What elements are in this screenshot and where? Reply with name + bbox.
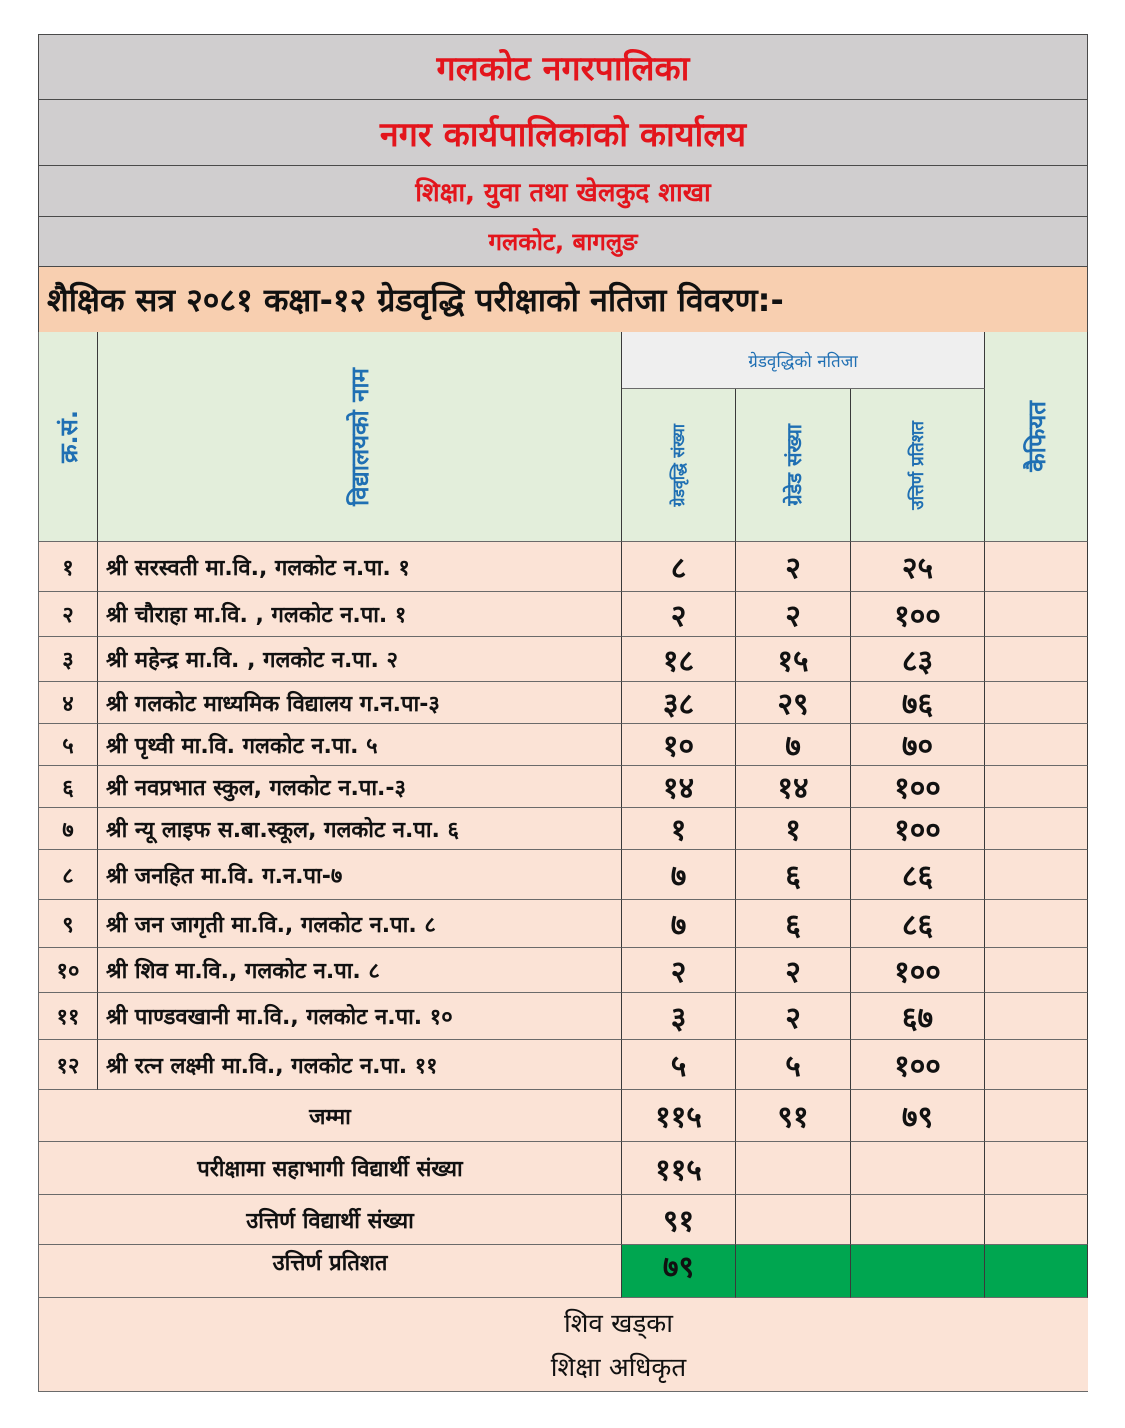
row-graded-count-text: १ <box>785 813 801 848</box>
row-pass-percent-text: ८३ <box>901 643 934 679</box>
row-serial-text: ८ <box>62 863 74 889</box>
passed-label <box>38 1195 622 1245</box>
row-graded-count <box>736 1040 851 1090</box>
column-header-pass-percent <box>851 389 985 542</box>
row-school-name-text: श्री गलकोट माध्यमिक विद्यालय ग.न.पा-३ <box>106 691 440 717</box>
row-serial-text: ११ <box>56 1005 80 1030</box>
row-school-name-text: श्री नवप्रभात स्कुल, गलकोट न.पा.-३ <box>106 775 406 801</box>
passed-label-text: उत्तिर्ण विद्यार्थी संख्या <box>246 1208 414 1234</box>
row-pass-percent-text: ७६ <box>901 687 934 722</box>
row-serial <box>38 724 98 766</box>
row-school-name-text: श्री जन जागृती मा.वि., गलकोट न.पा. ८ <box>106 912 436 938</box>
row-school-name <box>98 682 622 724</box>
row-serial-text: १ <box>62 555 74 581</box>
column-group-header-text: ग्रेडवृद्धिको नतिजा <box>748 351 858 372</box>
row-pass-percent <box>851 850 985 900</box>
participants-value-text: ११५ <box>655 1152 702 1188</box>
row-graded-count <box>736 542 851 592</box>
row-school-name-text: श्री सरस्वती मा.वि., गलकोट न.पा. १ <box>106 555 410 581</box>
total-label <box>38 1090 622 1142</box>
row-gradeup-count <box>622 900 736 948</box>
participants-label-text: परीक्षामा सहाभागी विद्यार्थी संख्या <box>197 1157 463 1182</box>
row-school-name-text: श्री न्यू लाइफ स.बा.स्कूल, गलकोट न.पा. ६ <box>106 817 459 843</box>
row-school-name-text: श्री रत्न लक्ष्मी मा.वि., गलकोट न.पा. ११ <box>106 1053 438 1079</box>
highlight-cell <box>985 1245 1088 1298</box>
row-remarks <box>985 993 1088 1040</box>
row-gradeup-count <box>622 948 736 993</box>
row-graded-count <box>736 682 851 724</box>
row-serial <box>38 948 98 993</box>
row-serial <box>38 900 98 948</box>
row-serial-text: ३ <box>62 648 74 673</box>
row-serial-text: ४ <box>62 691 74 717</box>
row-school-name-text: श्री चौराहा मा.वि. , गलकोट न.पा. १ <box>106 603 407 628</box>
row-school-name-text: श्री पाण्डवखानी मा.वि., गलकोट न.पा. १० <box>106 1005 453 1030</box>
row-serial-text: ७ <box>62 817 74 843</box>
row-remarks <box>985 948 1088 993</box>
total-remarks <box>985 1090 1088 1142</box>
signature-block <box>38 1298 1088 1392</box>
total-percent-text: ७९ <box>901 1100 934 1135</box>
row-gradeup-count-text: ८ <box>670 551 687 586</box>
row-serial <box>38 850 98 900</box>
row-school-name <box>98 542 622 592</box>
row-serial-text: ९ <box>62 912 74 938</box>
empty-cell <box>985 1195 1088 1245</box>
row-graded-count <box>736 948 851 993</box>
row-pass-percent-text: ८६ <box>901 908 934 943</box>
row-school-name <box>98 850 622 900</box>
row-pass-percent <box>851 900 985 948</box>
pass-percent-label <box>38 1245 622 1298</box>
row-graded-count <box>736 900 851 948</box>
row-gradeup-count <box>622 724 736 766</box>
row-graded-count-text: १४ <box>777 771 809 806</box>
row-gradeup-count <box>622 993 736 1040</box>
row-graded-count <box>736 637 851 682</box>
column-header-gradeup-count <box>622 389 736 542</box>
row-gradeup-count <box>622 637 736 682</box>
row-serial-text: २ <box>62 603 74 628</box>
passed-value-text: ९१ <box>662 1204 695 1239</box>
row-pass-percent-text: १०० <box>894 954 941 990</box>
row-pass-percent-text: १०० <box>894 813 941 848</box>
column-header-serial-text: क्र.सं. <box>54 410 83 463</box>
row-school-name-text: श्री महेन्द्र मा.वि. , गलकोट न.पा. २ <box>106 648 398 673</box>
row-graded-count <box>736 766 851 808</box>
row-graded-count <box>736 724 851 766</box>
total-graded-text: ९१ <box>777 1100 809 1135</box>
row-serial-text: ५ <box>62 733 74 759</box>
row-remarks <box>985 766 1088 808</box>
column-header-graded-count-text: ग्रेडेड संख्या <box>781 424 806 506</box>
column-header-school <box>98 332 622 542</box>
signatory-name: शिव खड्का <box>563 1309 673 1339</box>
row-graded-count <box>736 850 851 900</box>
row-remarks <box>985 682 1088 724</box>
column-header-remarks <box>985 332 1088 542</box>
row-graded-count-text: ५ <box>785 1049 801 1084</box>
row-graded-count-text: २ <box>785 598 801 634</box>
column-group-header <box>622 332 985 389</box>
row-remarks <box>985 900 1088 948</box>
row-graded-count <box>736 993 851 1040</box>
row-pass-percent <box>851 637 985 682</box>
column-header-graded-count <box>736 389 851 542</box>
row-school-name <box>98 637 622 682</box>
column-header-remarks-text: कैफियत <box>1022 401 1051 472</box>
row-school-name-text: श्री शिव मा.वि., गलकोट न.पा. ८ <box>106 959 380 984</box>
total-gradeup-text: ११५ <box>655 1100 702 1135</box>
municipality-name: गलकोट नगरपालिका <box>38 34 1088 99</box>
total-label-text: जम्मा <box>309 1104 351 1130</box>
passed-value <box>622 1195 736 1245</box>
row-school-name <box>98 808 622 850</box>
row-gradeup-count-text: २ <box>670 598 687 634</box>
row-graded-count-text: ६ <box>785 908 801 943</box>
highlight-cell <box>736 1245 851 1298</box>
column-header-serial <box>38 332 98 542</box>
pass-percent-label-text: उत्तिर्ण प्रतिशत <box>272 1251 388 1276</box>
row-school-name <box>98 948 622 993</box>
column-header-school-text: विद्यालयको नाम <box>346 367 374 506</box>
signatory-designation: शिक्षा अधिकृत <box>550 1353 687 1383</box>
row-pass-percent <box>851 808 985 850</box>
row-pass-percent-text: ७० <box>901 729 934 764</box>
row-graded-count-text: २ <box>785 954 801 990</box>
row-pass-percent <box>851 993 985 1040</box>
page-title: शैक्षिक सत्र २०८१ कक्षा-१२ ग्रेडवृद्धि परीक्षाको नतिजा विवरण:- <box>38 266 1088 332</box>
row-remarks <box>985 592 1088 637</box>
row-pass-percent <box>851 948 985 993</box>
row-gradeup-count <box>622 542 736 592</box>
row-serial-text: ६ <box>62 775 74 801</box>
row-remarks <box>985 542 1088 592</box>
row-graded-count-text: २ <box>785 551 801 586</box>
empty-cell <box>985 1142 1088 1195</box>
row-remarks <box>985 850 1088 900</box>
row-graded-count-text: ७ <box>785 729 801 764</box>
row-serial <box>38 1040 98 1090</box>
row-remarks <box>985 724 1088 766</box>
row-gradeup-count <box>622 766 736 808</box>
row-pass-percent-text: १०० <box>894 598 941 634</box>
row-school-name <box>98 1040 622 1090</box>
row-pass-percent <box>851 542 985 592</box>
row-graded-count-text: १५ <box>777 643 809 679</box>
row-remarks <box>985 637 1088 682</box>
office-name: नगर कार्यपालिकाको कार्यालय <box>38 99 1088 165</box>
pass-percent-value-text: ७९ <box>662 1250 695 1285</box>
row-serial <box>38 808 98 850</box>
row-gradeup-count-text: ७ <box>670 908 687 943</box>
row-pass-percent-text: २५ <box>901 551 934 586</box>
row-graded-count-text: २ <box>785 1000 801 1036</box>
column-header-pass-percent-text: उत्तिर्ण प्रतिशत <box>908 420 928 510</box>
row-serial-text: १२ <box>56 1053 80 1079</box>
row-graded-count-text: २९ <box>777 687 809 722</box>
pass-percent-value <box>622 1245 736 1298</box>
row-remarks <box>985 1040 1088 1090</box>
row-school-name <box>98 900 622 948</box>
row-pass-percent-text: १०० <box>894 771 941 806</box>
row-gradeup-count-text: १८ <box>662 643 695 679</box>
row-serial <box>38 637 98 682</box>
row-graded-count <box>736 808 851 850</box>
empty-cell <box>736 1195 851 1245</box>
participants-value <box>622 1142 736 1195</box>
row-gradeup-count <box>622 1040 736 1090</box>
row-school-name-text: श्री जनहित मा.वि. ग.न.पा-७ <box>106 863 343 889</box>
row-serial <box>38 542 98 592</box>
empty-cell <box>736 1142 851 1195</box>
row-remarks <box>985 808 1088 850</box>
column-header-gradeup-count-text: ग्रेडवृद्धि संख्या <box>668 423 688 507</box>
row-graded-count <box>736 592 851 637</box>
total-percent <box>851 1090 985 1142</box>
row-pass-percent-text: ६७ <box>901 1000 934 1036</box>
row-school-name <box>98 766 622 808</box>
empty-cell <box>851 1195 985 1245</box>
section-name: शिक्षा, युवा तथा खेलकुद शाखा <box>38 165 1088 216</box>
row-serial <box>38 682 98 724</box>
row-serial <box>38 766 98 808</box>
row-gradeup-count <box>622 592 736 637</box>
total-gradeup <box>622 1090 736 1142</box>
row-school-name <box>98 724 622 766</box>
row-gradeup-count-text: ३८ <box>662 687 695 722</box>
row-gradeup-count-text: ५ <box>670 1049 687 1084</box>
row-pass-percent-text: ८६ <box>901 859 934 894</box>
row-serial <box>38 592 98 637</box>
highlight-cell <box>851 1245 985 1298</box>
row-pass-percent-text: १०० <box>894 1049 941 1084</box>
row-gradeup-count-text: ३ <box>670 1000 687 1036</box>
row-serial-text: १० <box>56 959 80 984</box>
row-gradeup-count <box>622 850 736 900</box>
row-gradeup-count <box>622 682 736 724</box>
row-pass-percent <box>851 724 985 766</box>
row-serial <box>38 993 98 1040</box>
row-pass-percent <box>851 682 985 724</box>
participants-label <box>38 1142 622 1195</box>
row-gradeup-count-text: १ <box>670 813 687 848</box>
row-gradeup-count-text: २ <box>670 954 687 990</box>
row-pass-percent <box>851 592 985 637</box>
row-graded-count-text: ६ <box>785 859 801 894</box>
row-school-name-text: श्री पृथ्वी मा.वि. गलकोट न.पा. ५ <box>106 733 378 759</box>
row-gradeup-count <box>622 808 736 850</box>
row-school-name <box>98 592 622 637</box>
row-gradeup-count-text: १४ <box>662 771 695 806</box>
row-gradeup-count-text: ७ <box>670 859 687 894</box>
row-gradeup-count-text: १० <box>662 729 695 764</box>
empty-cell <box>851 1142 985 1195</box>
row-pass-percent <box>851 766 985 808</box>
row-school-name <box>98 993 622 1040</box>
total-graded <box>736 1090 851 1142</box>
row-pass-percent <box>851 1040 985 1090</box>
address: गलकोट, बागलुङ <box>38 216 1088 266</box>
